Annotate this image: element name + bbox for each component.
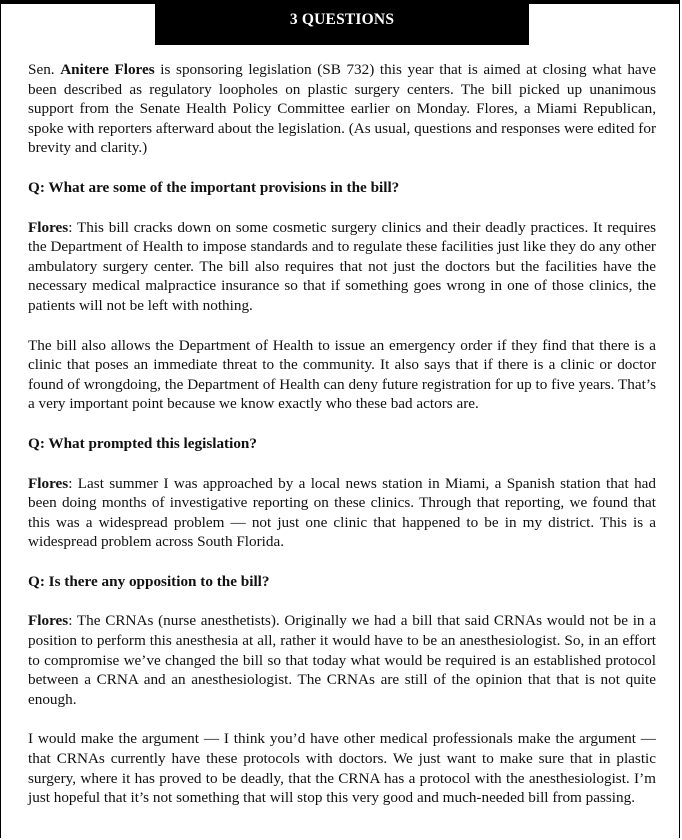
answer-text: : This bill cracks down on some cosmetic surgery clinics and their deadly practices. It requires the Department of Health to impose standards and to regulate these facilities just like they do any other ambulatory surgery center. The bill also requires that not just the doctors but the facilities have the necessary medical malpractice insurance so that if something goes wrong in one of those clinics, the patients will not be left with nothing.: [28, 218, 656, 314]
answer-3-paragraph-2: I would make the argument — I think you’d have other medical professionals make the argument — that CRNAs currently have these protocols with doctors. We just want to make sure that in plastic surgery, where it has proved to be deadly, that the CRNA has a protocol with the anesthesiologist. I’m just hopeful that it’s not something that will stop this very good and much-needed bill from passing.: [28, 730, 656, 807]
question-1: Q: What are some of the important provisions in the bill?: [28, 178, 400, 196]
section-title: 3 QUESTIONS: [155, 0, 529, 45]
speaker-name: Flores: [28, 612, 69, 630]
answer-2-paragraph-1: [28, 474, 656, 552]
intro-prefix: Sen.: [28, 61, 61, 78]
question-2: Q: What prompted this legislation?: [28, 434, 257, 452]
article-body: [28, 60, 656, 828]
intro-text: is sponsoring legislation (SB 732) this year that is aimed at closing what have been described as regulatory loopholes on plastic surgery centers. The bill picked up unanimous support from the Senate Health Policy Committee earlier on Monday. Flores, a Miami Republican, spoke with reporters afterward about the legislation. (As usual, questions and responses were edited for brevity and clarity.): [28, 61, 656, 157]
speaker-name: Flores: [28, 218, 69, 236]
answer-3-paragraph-1: [28, 611, 656, 709]
intro-paragraph: [28, 60, 656, 158]
answer-text: : Last summer I was approached by a local news station in Miami, a Spanish station that had been doing months of investigative reporting on these clinics. Through that reporting, we found that this was a widespread problem — not just one clinic that happened to be in my district. This is a widespread problem across South Florida.: [28, 474, 656, 551]
speaker-name: Flores: [28, 474, 69, 492]
senator-name: Anitere Flores: [60, 61, 155, 78]
question-3: Q: Is there any opposition to the bill?: [28, 572, 270, 590]
answer-1-paragraph-2: The bill also allows the Department of Health to issue an emergency order if they find that there is a clinic that poses an immediate threat to the community. It also says that if there is a clinic or doctor found of wrongdoing, the Department of Health can deny future registration for up to five years. That’s a very important point because we know exactly who these bad actors are.: [28, 336, 656, 413]
answer-text: : The CRNAs (nurse anesthetists). Originally we had a bill that said CRNAs would not be in a position to perform this anesthesia at all, rather it would have to be an anesthesiologist. So, in an effort to compromise we’ve changed the bill so that today what would be required is an established protocol between a CRNA and an anesthesiologist. The CRNAs are still of the opinion that that is not quite enough.: [28, 612, 656, 708]
answer-1-paragraph-1: [28, 218, 656, 316]
